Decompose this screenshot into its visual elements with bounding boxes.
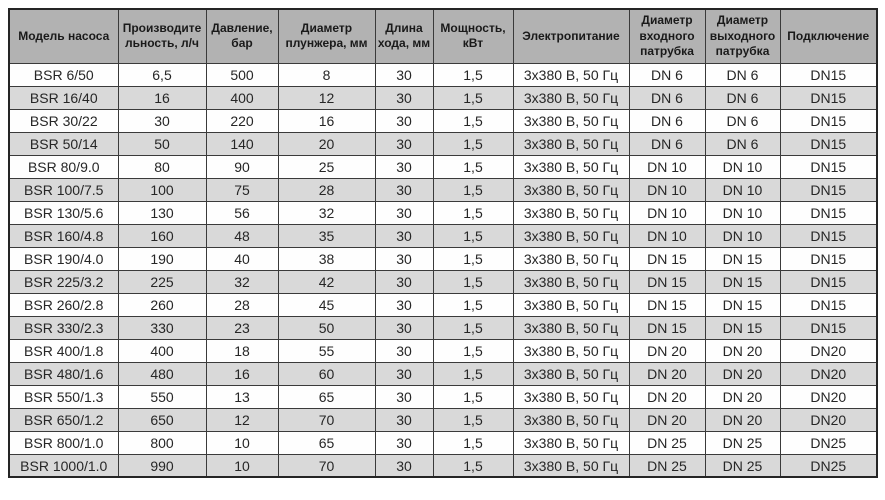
value-cell: 16 bbox=[118, 86, 206, 109]
value-cell: 3x380 В, 50 Гц bbox=[513, 293, 629, 316]
value-cell: 140 bbox=[206, 132, 278, 155]
value-cell: 400 bbox=[118, 339, 206, 362]
value-cell: 32 bbox=[278, 201, 375, 224]
table-body bbox=[9, 63, 877, 477]
value-cell: DN20 bbox=[780, 339, 877, 362]
table-header bbox=[9, 9, 877, 63]
value-cell: 160 bbox=[118, 224, 206, 247]
header-power: Мощность, кВт bbox=[433, 9, 513, 63]
value-cell: 1,5 bbox=[433, 408, 513, 431]
value-cell: 40 bbox=[206, 247, 278, 270]
value-cell: DN 20 bbox=[629, 385, 705, 408]
table-row bbox=[9, 385, 877, 408]
value-cell: 3x380 В, 50 Гц bbox=[513, 132, 629, 155]
model-cell: BSR 16/40 bbox=[9, 86, 118, 109]
table-row bbox=[9, 109, 877, 132]
model-cell: BSR 330/2.3 bbox=[9, 316, 118, 339]
value-cell: 12 bbox=[206, 408, 278, 431]
value-cell: 30 bbox=[375, 316, 433, 339]
table-row bbox=[9, 316, 877, 339]
table-row bbox=[9, 63, 877, 86]
header-row bbox=[9, 9, 877, 63]
model-cell: BSR 225/3.2 bbox=[9, 270, 118, 293]
value-cell: 1,5 bbox=[433, 109, 513, 132]
value-cell: 28 bbox=[278, 178, 375, 201]
value-cell: 48 bbox=[206, 224, 278, 247]
table-row bbox=[9, 247, 877, 270]
value-cell: 65 bbox=[278, 385, 375, 408]
value-cell: 3x380 В, 50 Гц bbox=[513, 247, 629, 270]
value-cell: 90 bbox=[206, 155, 278, 178]
header-pressure: Давление, бар bbox=[206, 9, 278, 63]
value-cell: DN 25 bbox=[629, 431, 705, 454]
value-cell: 1,5 bbox=[433, 155, 513, 178]
model-cell: BSR 800/1.0 bbox=[9, 431, 118, 454]
value-cell: 56 bbox=[206, 201, 278, 224]
value-cell: DN15 bbox=[780, 316, 877, 339]
header-power-supply: Электропитание bbox=[513, 9, 629, 63]
value-cell: 190 bbox=[118, 247, 206, 270]
value-cell: 65 bbox=[278, 431, 375, 454]
value-cell: 1,5 bbox=[433, 385, 513, 408]
value-cell: 50 bbox=[278, 316, 375, 339]
model-cell: BSR 80/9.0 bbox=[9, 155, 118, 178]
value-cell: DN15 bbox=[780, 201, 877, 224]
value-cell: 1,5 bbox=[433, 247, 513, 270]
value-cell: 1,5 bbox=[433, 362, 513, 385]
header-inlet-diameter: Диаметр входного патрубка bbox=[629, 9, 705, 63]
value-cell: 3x380 В, 50 Гц bbox=[513, 270, 629, 293]
value-cell: 13 bbox=[206, 385, 278, 408]
table-row bbox=[9, 454, 877, 477]
value-cell: 1,5 bbox=[433, 293, 513, 316]
value-cell: 30 bbox=[375, 178, 433, 201]
value-cell: DN20 bbox=[780, 385, 877, 408]
value-cell: DN 6 bbox=[705, 63, 780, 86]
value-cell: DN25 bbox=[780, 431, 877, 454]
value-cell: 30 bbox=[375, 86, 433, 109]
value-cell: DN15 bbox=[780, 86, 877, 109]
value-cell: DN 20 bbox=[705, 362, 780, 385]
header-outlet-diameter: Диаметр выходного патрубка bbox=[705, 9, 780, 63]
value-cell: 30 bbox=[375, 408, 433, 431]
value-cell: DN 10 bbox=[705, 224, 780, 247]
value-cell: 75 bbox=[206, 178, 278, 201]
table-row bbox=[9, 339, 877, 362]
value-cell: DN 20 bbox=[629, 362, 705, 385]
header-connection: Подключение bbox=[780, 9, 877, 63]
table-row bbox=[9, 408, 877, 431]
model-cell: BSR 50/14 bbox=[9, 132, 118, 155]
value-cell: DN 6 bbox=[629, 109, 705, 132]
value-cell: 30 bbox=[375, 109, 433, 132]
value-cell: 1,5 bbox=[433, 201, 513, 224]
table-row bbox=[9, 270, 877, 293]
header-productivity: Производительность, л/ч bbox=[118, 9, 206, 63]
value-cell: DN25 bbox=[780, 454, 877, 477]
header-model: Модель насоса bbox=[9, 9, 118, 63]
value-cell: 800 bbox=[118, 431, 206, 454]
table-row bbox=[9, 362, 877, 385]
value-cell: DN15 bbox=[780, 132, 877, 155]
value-cell: 30 bbox=[375, 385, 433, 408]
value-cell: 30 bbox=[375, 63, 433, 86]
model-cell: BSR 480/1.6 bbox=[9, 362, 118, 385]
table-row bbox=[9, 132, 877, 155]
value-cell: 30 bbox=[375, 293, 433, 316]
table-row bbox=[9, 201, 877, 224]
value-cell: DN 15 bbox=[705, 270, 780, 293]
value-cell: 18 bbox=[206, 339, 278, 362]
table-row bbox=[9, 86, 877, 109]
model-cell: BSR 190/4.0 bbox=[9, 247, 118, 270]
value-cell: 30 bbox=[375, 431, 433, 454]
value-cell: 480 bbox=[118, 362, 206, 385]
value-cell: 1,5 bbox=[433, 431, 513, 454]
model-cell: BSR 30/22 bbox=[9, 109, 118, 132]
table-row bbox=[9, 431, 877, 454]
value-cell: 330 bbox=[118, 316, 206, 339]
value-cell: 3x380 В, 50 Гц bbox=[513, 86, 629, 109]
value-cell: 3x380 В, 50 Гц bbox=[513, 431, 629, 454]
value-cell: 260 bbox=[118, 293, 206, 316]
model-cell: BSR 6/50 bbox=[9, 63, 118, 86]
value-cell: 1,5 bbox=[433, 339, 513, 362]
value-cell: DN15 bbox=[780, 270, 877, 293]
value-cell: 30 bbox=[375, 454, 433, 477]
value-cell: 3x380 В, 50 Гц bbox=[513, 178, 629, 201]
header-plunger-diameter: Диаметр плунжера, мм bbox=[278, 9, 375, 63]
value-cell: 3x380 В, 50 Гц bbox=[513, 454, 629, 477]
model-cell: BSR 130/5.6 bbox=[9, 201, 118, 224]
value-cell: DN 10 bbox=[705, 178, 780, 201]
value-cell: 1,5 bbox=[433, 63, 513, 86]
value-cell: DN 20 bbox=[629, 339, 705, 362]
value-cell: 130 bbox=[118, 201, 206, 224]
value-cell: DN 6 bbox=[705, 109, 780, 132]
value-cell: 60 bbox=[278, 362, 375, 385]
value-cell: 3x380 В, 50 Гц bbox=[513, 63, 629, 86]
model-cell: BSR 1000/1.0 bbox=[9, 454, 118, 477]
value-cell: 100 bbox=[118, 178, 206, 201]
table-row bbox=[9, 178, 877, 201]
value-cell: 23 bbox=[206, 316, 278, 339]
value-cell: 70 bbox=[278, 408, 375, 431]
value-cell: DN 15 bbox=[629, 247, 705, 270]
value-cell: 30 bbox=[375, 270, 433, 293]
table-row bbox=[9, 155, 877, 178]
value-cell: 1,5 bbox=[433, 316, 513, 339]
value-cell: DN 15 bbox=[629, 293, 705, 316]
value-cell: 10 bbox=[206, 431, 278, 454]
value-cell: 650 bbox=[118, 408, 206, 431]
value-cell: 990 bbox=[118, 454, 206, 477]
value-cell: 38 bbox=[278, 247, 375, 270]
value-cell: DN 20 bbox=[705, 385, 780, 408]
value-cell: 35 bbox=[278, 224, 375, 247]
value-cell: DN 6 bbox=[705, 132, 780, 155]
value-cell: 16 bbox=[278, 109, 375, 132]
value-cell: 220 bbox=[206, 109, 278, 132]
value-cell: DN 25 bbox=[705, 431, 780, 454]
value-cell: DN 20 bbox=[705, 339, 780, 362]
value-cell: 70 bbox=[278, 454, 375, 477]
value-cell: 3x380 В, 50 Гц bbox=[513, 316, 629, 339]
model-cell: BSR 160/4.8 bbox=[9, 224, 118, 247]
value-cell: DN 15 bbox=[705, 316, 780, 339]
value-cell: 8 bbox=[278, 63, 375, 86]
value-cell: DN 6 bbox=[629, 63, 705, 86]
value-cell: 50 bbox=[118, 132, 206, 155]
value-cell: 500 bbox=[206, 63, 278, 86]
value-cell: 25 bbox=[278, 155, 375, 178]
value-cell: 45 bbox=[278, 293, 375, 316]
value-cell: 3x380 В, 50 Гц bbox=[513, 201, 629, 224]
value-cell: DN15 bbox=[780, 247, 877, 270]
value-cell: DN 6 bbox=[705, 86, 780, 109]
value-cell: 3x380 В, 50 Гц bbox=[513, 339, 629, 362]
value-cell: 30 bbox=[375, 155, 433, 178]
value-cell: 55 bbox=[278, 339, 375, 362]
value-cell: 3x380 В, 50 Гц bbox=[513, 109, 629, 132]
value-cell: 3x380 В, 50 Гц bbox=[513, 362, 629, 385]
value-cell: 1,5 bbox=[433, 132, 513, 155]
value-cell: DN15 bbox=[780, 63, 877, 86]
value-cell: 3x380 В, 50 Гц bbox=[513, 224, 629, 247]
value-cell: 12 bbox=[278, 86, 375, 109]
value-cell: DN 10 bbox=[629, 178, 705, 201]
value-cell: DN 6 bbox=[629, 86, 705, 109]
value-cell: 550 bbox=[118, 385, 206, 408]
value-cell: 28 bbox=[206, 293, 278, 316]
value-cell: DN15 bbox=[780, 155, 877, 178]
value-cell: 30 bbox=[375, 132, 433, 155]
value-cell: DN20 bbox=[780, 362, 877, 385]
model-cell: BSR 260/2.8 bbox=[9, 293, 118, 316]
model-cell: BSR 650/1.2 bbox=[9, 408, 118, 431]
value-cell: 3x380 В, 50 Гц bbox=[513, 385, 629, 408]
value-cell: 10 bbox=[206, 454, 278, 477]
value-cell: 30 bbox=[375, 362, 433, 385]
value-cell: 20 bbox=[278, 132, 375, 155]
value-cell: DN 15 bbox=[705, 247, 780, 270]
value-cell: DN 25 bbox=[629, 454, 705, 477]
value-cell: DN 10 bbox=[705, 155, 780, 178]
header-stroke-length: Длина хода, мм bbox=[375, 9, 433, 63]
value-cell: 1,5 bbox=[433, 178, 513, 201]
value-cell: DN 20 bbox=[629, 408, 705, 431]
value-cell: DN 10 bbox=[705, 201, 780, 224]
table-row bbox=[9, 224, 877, 247]
value-cell: 30 bbox=[375, 201, 433, 224]
value-cell: DN 20 bbox=[705, 408, 780, 431]
pump-spec-table bbox=[8, 8, 878, 478]
value-cell: 32 bbox=[206, 270, 278, 293]
value-cell: DN 25 bbox=[705, 454, 780, 477]
value-cell: DN 10 bbox=[629, 201, 705, 224]
value-cell: 80 bbox=[118, 155, 206, 178]
value-cell: DN 10 bbox=[629, 224, 705, 247]
value-cell: DN 15 bbox=[705, 293, 780, 316]
value-cell: 30 bbox=[375, 339, 433, 362]
value-cell: DN20 bbox=[780, 408, 877, 431]
value-cell: 3x380 В, 50 Гц bbox=[513, 155, 629, 178]
value-cell: 30 bbox=[375, 247, 433, 270]
value-cell: DN 15 bbox=[629, 316, 705, 339]
value-cell: DN15 bbox=[780, 293, 877, 316]
value-cell: 30 bbox=[118, 109, 206, 132]
value-cell: 30 bbox=[375, 224, 433, 247]
model-cell: BSR 400/1.8 bbox=[9, 339, 118, 362]
value-cell: DN15 bbox=[780, 109, 877, 132]
value-cell: 16 bbox=[206, 362, 278, 385]
value-cell: DN15 bbox=[780, 224, 877, 247]
model-cell: BSR 550/1.3 bbox=[9, 385, 118, 408]
value-cell: 400 bbox=[206, 86, 278, 109]
model-cell: BSR 100/7.5 bbox=[9, 178, 118, 201]
value-cell: 1,5 bbox=[433, 454, 513, 477]
value-cell: 1,5 bbox=[433, 86, 513, 109]
value-cell: DN 15 bbox=[629, 270, 705, 293]
value-cell: 3x380 В, 50 Гц bbox=[513, 408, 629, 431]
value-cell: 225 bbox=[118, 270, 206, 293]
value-cell: DN15 bbox=[780, 178, 877, 201]
value-cell: 6,5 bbox=[118, 63, 206, 86]
value-cell: 1,5 bbox=[433, 270, 513, 293]
table-row bbox=[9, 293, 877, 316]
value-cell: DN 6 bbox=[629, 132, 705, 155]
value-cell: 42 bbox=[278, 270, 375, 293]
value-cell: 1,5 bbox=[433, 224, 513, 247]
value-cell: DN 10 bbox=[629, 155, 705, 178]
